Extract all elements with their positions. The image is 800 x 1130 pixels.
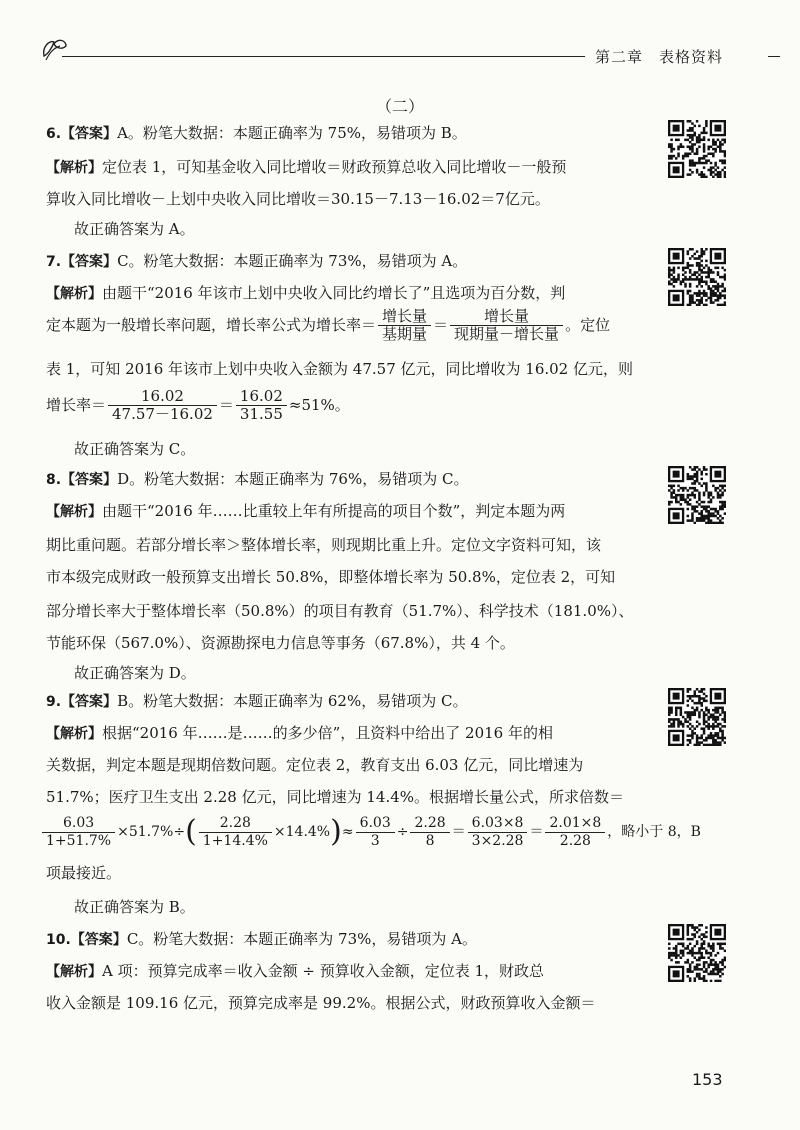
- answer-text: A。粉笔大数据：本题正确率为 75%，易错项为 B。: [117, 124, 467, 142]
- fraction: [545, 815, 605, 848]
- formula-text: ÷: [396, 824, 409, 840]
- q9-analysis-line: 关数据，判定本题是现期倍数问题。定位表 2，教育支出 6.03 亿元，同比增速为: [46, 756, 584, 774]
- fraction-numerator: 2.28: [410, 815, 449, 832]
- q7-analysis-line: [46, 284, 642, 303]
- fraction-denominator: 3×2.28: [471, 832, 524, 849]
- fraction: [356, 815, 395, 848]
- answer-text: D。粉笔大数据：本题正确率为 76%，易错项为 C。: [117, 470, 469, 488]
- fraction-denominator: 31.55: [239, 405, 283, 424]
- q10-analysis-line: 收入金额是 109.16 亿元，预算完成率是 99.2%。根据公式，财政预算收入金额＝: [46, 994, 596, 1012]
- analysis-text: 由题干“2016 年……比重较上年有所提高的项目个数”，判定本题为两: [102, 502, 566, 520]
- fraction: [236, 388, 287, 424]
- analysis-text: 根据“2016 年……是……的多少倍”，且资料中给出了 2016 年的相: [102, 724, 553, 742]
- q8-analysis-line: [46, 502, 642, 521]
- q9-answer: [46, 692, 642, 711]
- fraction-numerator: 增长量: [378, 308, 431, 326]
- fraction-denominator: 基期量: [382, 325, 428, 344]
- fraction: [378, 308, 431, 344]
- q8-answer: [46, 470, 642, 489]
- formula-text: ，略小于 8，B: [607, 824, 701, 840]
- q9-formula-line: [40, 814, 701, 850]
- formula-text: ＝: [529, 824, 544, 840]
- formula-text: ×14.4%: [273, 824, 331, 840]
- formula-text: ＝: [451, 824, 466, 840]
- header-rule-right: [768, 56, 780, 57]
- left-paren: (: [185, 814, 197, 849]
- analysis-text: 定位表 1，可知基金收入同比增收＝财政预算总收入同比增收－一般预: [102, 158, 567, 176]
- formula-text: ≈51%。: [288, 395, 350, 414]
- fraction-denominator: 3: [370, 832, 380, 849]
- fraction-numerator: 增长量: [450, 308, 563, 326]
- q7-analysis-line: 表 1，可知 2016 年该市上划中央收入金额为 47.57 亿元，同比增收为 16.02 亿元，则: [46, 360, 633, 378]
- q8-analysis-line: 节能环保（567.0%）、资源勘探电力信息等事务（67.8%），共 4 个。: [46, 634, 515, 652]
- section-title: （二）: [375, 97, 424, 116]
- q7-formula-line: 定本题为一般增长率问题，增长率公式为增长率＝ $\frac{\text{增长量}}{\text{基期量}}$ ＝ $\frac{\text{增长量}}{\text{现期量－增长量}}$ 。定位: [46, 307, 611, 344]
- analysis-label: 【解析】: [46, 504, 102, 520]
- leaf-icon: [40, 36, 70, 62]
- right-paren: ): [330, 814, 342, 849]
- q8-analysis-line: 部分增长率大于整体增长率（50.8%）的项目有教育（51.7%）、科学技术（181.0%）、: [46, 602, 634, 620]
- qr-code-icon[interactable]: [668, 924, 726, 982]
- q6-analysis-line: 算收入同比增收－上划中央收入同比增收＝30.15－7.13－16.02＝7亿元。: [46, 190, 550, 208]
- fraction: [468, 815, 528, 848]
- fraction-numerator: 6.03: [356, 815, 395, 832]
- analysis-label: 【解析】: [46, 726, 102, 742]
- fraction-denominator: 2.28: [559, 832, 591, 849]
- formula-text: 定本题为一般增长率问题，增长率公式为增长率＝: [46, 315, 377, 334]
- q6-analysis-line: [46, 158, 642, 177]
- answer-text: C。粉笔大数据：本题正确率为 73%，易错项为 A。: [126, 930, 478, 948]
- q6-answer: [46, 124, 642, 143]
- answer-label: 8.【答案】: [46, 472, 118, 488]
- fraction-denominator: 47.57－16.02: [112, 405, 213, 424]
- analysis-label: 【解析】: [46, 286, 102, 302]
- analysis-label: 【解析】: [46, 964, 102, 980]
- fraction-numerator: 6.03: [42, 815, 115, 832]
- fraction-denominator: 现期量－增长量: [454, 325, 560, 344]
- fraction: [42, 815, 115, 848]
- fraction-numerator: 16.02: [236, 388, 287, 406]
- fraction: [108, 388, 217, 424]
- q7-answer: [46, 252, 642, 271]
- q8-analysis-line: 市本级完成财政一般预算支出增长 50.8%，即整体增长率为 50.8%，定位表 2，可知: [46, 568, 616, 586]
- chapter-title: 第二章 表格资料: [585, 46, 733, 67]
- fraction: [450, 308, 563, 344]
- fraction: [410, 815, 449, 848]
- fraction-denominator: 8: [425, 832, 435, 849]
- fraction-denominator: 1+14.4%: [202, 832, 268, 849]
- header-rule: [62, 56, 616, 57]
- q7-formula-line: 增长率＝ $\frac{16.02}{47.57-16.02}$ ＝ $\frac{16.02}{31.55}$ ≈51%。: [46, 387, 350, 424]
- analysis-text: A 项：预算完成率＝收入金额 ÷ 预算收入金额，定位表 1，财政总: [102, 962, 545, 980]
- q9-analysis-line: [46, 724, 642, 743]
- page-header: [40, 36, 780, 66]
- qr-code-icon[interactable]: [668, 688, 726, 746]
- q7-conclusion: 故正确答案为 C。: [74, 440, 196, 458]
- fraction-numerator: 16.02: [108, 388, 217, 406]
- answer-text: C。粉笔大数据：本题正确率为 73%，易错项为 A。: [117, 252, 468, 270]
- q9-analysis-line: 项最接近。: [46, 864, 122, 882]
- q10-answer: [46, 930, 642, 949]
- qr-code-icon[interactable]: [668, 466, 726, 524]
- analysis-label: 【解析】: [46, 160, 102, 176]
- fraction-numerator: 6.03×8: [468, 815, 528, 832]
- formula-text: ×51.7%÷: [117, 824, 186, 840]
- q8-analysis-line: 期比重问题。若部分增长率＞整体增长率，则现期比重上升。定位文字资料可知，该: [46, 536, 602, 554]
- q8-conclusion: 故正确答案为 D。: [74, 664, 196, 682]
- analysis-text: 由题干“2016 年该市上划中央收入同比约增长了”且选项为百分数，判: [102, 284, 566, 302]
- q10-analysis-line: [46, 962, 642, 981]
- fraction: [199, 815, 272, 848]
- qr-code-icon[interactable]: [668, 120, 726, 178]
- answer-text: B。粉笔大数据：本题正确率为 62%，易错项为 C。: [117, 692, 468, 710]
- answer-label: 6.【答案】: [46, 126, 118, 142]
- answer-label: 9.【答案】: [46, 694, 118, 710]
- q6-conclusion: 故正确答案为 A。: [74, 220, 195, 238]
- formula-text: 。定位: [565, 315, 611, 334]
- q9-conclusion: 故正确答案为 B。: [74, 898, 195, 916]
- answer-label: 7.【答案】: [46, 254, 118, 270]
- qr-code-icon[interactable]: [668, 248, 726, 306]
- page-number: 153: [692, 1070, 723, 1089]
- formula-text: 增长率＝: [46, 395, 107, 414]
- answer-label: 10.【答案】: [46, 932, 127, 948]
- fraction-numerator: 2.28: [199, 815, 272, 832]
- fraction-denominator: 1+51.7%: [46, 832, 112, 849]
- fraction-numerator: 2.01×8: [545, 815, 605, 832]
- q9-analysis-line: 51.7%；医疗卫生支出 2.28 亿元，同比增速为 14.4%。根据增长量公式，所求倍数＝: [46, 788, 625, 806]
- formula-text: ≈: [341, 824, 354, 840]
